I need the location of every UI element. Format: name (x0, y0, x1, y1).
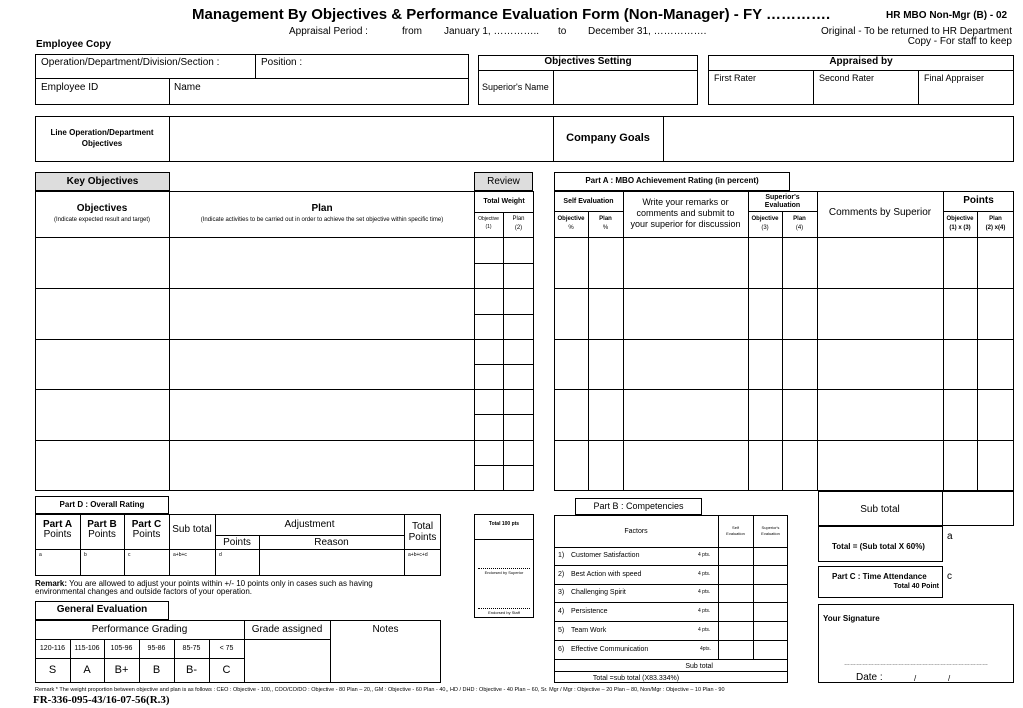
competency-pts: 4 pts. (698, 552, 711, 558)
objectives-note: (Indicate expected result and target) (53, 217, 151, 223)
part-b-col: Part B (87, 519, 117, 530)
plan-head: Plan (311, 203, 333, 214)
cell-c: c (128, 552, 131, 558)
competency-number: 4) (558, 608, 565, 615)
superior-eval-label-2: Evaluation (764, 202, 801, 209)
plan-field-3[interactable] (170, 340, 474, 389)
final-appraiser-label: Final Appraiser (924, 73, 985, 83)
objective-1-num: (1) (485, 224, 492, 230)
first-rater-label: First Rater (714, 73, 757, 83)
sub-total-label: Sub total (860, 504, 900, 515)
superior-eval-col: Superior's (761, 525, 780, 530)
cell-abcd: a+b+c+d (408, 552, 428, 558)
remarks-line-3: your superior for discussion (630, 219, 741, 229)
part-b-total-line: Total =sub total (X83.334%) (592, 675, 680, 682)
competency-name: Team Work (571, 627, 607, 634)
employee-id-label: Employee ID (41, 82, 99, 93)
grade-range: 115-106 (74, 645, 100, 652)
objective-pct-label: Objective (557, 216, 585, 222)
line-operation-label-2: Objectives (81, 139, 123, 148)
total-60-label: Total = (Sub total X 60%) (832, 542, 925, 551)
part-b-col-points: Points (88, 529, 116, 540)
appraisal-period-label: Appraisal Period : (289, 26, 368, 37)
company-goals-label: Company Goals (566, 132, 650, 144)
competency-pts: 4 pts. (698, 589, 711, 595)
cell-b: b (84, 552, 87, 558)
part-c-col: Part C (131, 519, 162, 530)
grade-range: < 75 (219, 645, 234, 652)
cell-abc: a+b+c (173, 552, 187, 558)
objective-field-5[interactable] (36, 441, 169, 490)
position-label: Position : (261, 57, 303, 68)
form-title: Management By Objectives & Performance Evaluation Form (Non-Manager) - FY …………. (192, 6, 831, 23)
line-operation-label: Line Operation/Department (50, 128, 154, 137)
grade-letter: S (48, 664, 57, 676)
plan-note: (Indicate activities to be carried out in order to achieve the set objective within specific time) (200, 217, 444, 223)
objective-field-3[interactable] (36, 340, 169, 389)
your-signature-label: Your Signature (823, 614, 880, 623)
objective-field-1[interactable] (36, 238, 169, 288)
total-weight-label: Total Weight (483, 198, 525, 205)
date-slash: / (948, 674, 951, 683)
form-code: HR MBO Non-Mgr (B) - 02 (886, 10, 1008, 21)
to-label: to (558, 26, 567, 37)
signature-line: ……………………………………………………………… (844, 661, 988, 667)
factors-label: Factors (624, 528, 648, 535)
points-plan-formula: (2) x(4) (985, 225, 1006, 231)
competency-number: 5) (558, 627, 565, 634)
plan-field-4[interactable] (170, 390, 474, 440)
cell-d: d (219, 552, 222, 558)
adjustment-reason-field[interactable] (260, 550, 404, 575)
plan-2-num: (2) (514, 225, 523, 231)
review-label: Review (487, 176, 520, 187)
competency-number: 2) (558, 571, 565, 578)
copy-note: Copy - For staff to keep (907, 36, 1012, 47)
adjustment-col: Adjustment (284, 519, 335, 530)
form-number: FR-336-095-43/16-07-56(R.3) (33, 694, 170, 706)
grade-range: 85-75 (182, 645, 201, 652)
name-label: Name (174, 82, 201, 93)
competency-pts: 4 pts. (698, 608, 711, 614)
to-value[interactable]: December 31, ……………. (588, 26, 707, 37)
competency-pts: 4pts. (700, 646, 711, 652)
points-label: Points (963, 195, 994, 206)
general-evaluation-title: General Evaluation (56, 604, 148, 615)
grade-assigned-label: Grade assigned (251, 624, 323, 635)
reason-col: Reason (314, 537, 349, 548)
grade-range: 105-96 (110, 645, 133, 652)
company-goals-field[interactable] (664, 117, 1013, 161)
part-d-remark-2: environmental changes and outside factors of your operation. (35, 587, 253, 596)
sub-total-col: Sub total (172, 524, 212, 535)
competency-name: Effective Communication (571, 646, 649, 653)
superior-eval-col-2: Evaluation (761, 531, 780, 536)
competency-name: Best Action with speed (571, 571, 642, 578)
from-label: from (402, 26, 422, 37)
adj-points-col: Points (223, 537, 251, 548)
competency-number: 3) (558, 589, 565, 596)
self-eval-label-2: Evaluation (726, 531, 745, 536)
grade-letter: B+ (114, 664, 129, 676)
competency-name: Customer Satisfaction (571, 552, 640, 559)
total-points-col-2: Points (408, 532, 437, 543)
plan-field-5[interactable] (170, 441, 474, 490)
competency-name: Challenging Spirit (571, 589, 626, 596)
part-b-sub-total: Sub total (685, 663, 713, 670)
line-objectives-field[interactable] (170, 117, 552, 161)
points-obj-label: Objective (946, 216, 974, 222)
notes-label: Notes (372, 624, 399, 635)
plan-pct-sign: % (602, 225, 609, 231)
total-100-label: Total 100 pts (488, 521, 520, 527)
objective-3-num: (3) (761, 225, 769, 231)
plan-4-label: Plan (793, 216, 806, 222)
footer-remark: Remark * The weight proportion between objective and plan is as follows : CEO : Objective - 100,, COO/CO/DO : Objective - 80 Plan – 20,, GM : Objective - 60 Plan - 40,, HD / DHD : Objective - 40 Plan – 60, Sr. Mgr / Mgr : Objective – 20 Plan – 80, Non/Mgr : Objective – 10 Plan - 90 (35, 687, 725, 693)
name-field[interactable] (210, 79, 468, 104)
grade-letter: A (83, 664, 91, 676)
notes-field[interactable] (331, 640, 440, 682)
plan-2-label: Plan (512, 216, 525, 222)
objectives-setting-title: Objectives Setting (544, 56, 632, 67)
objective-pct-sign: % (568, 225, 574, 231)
from-value[interactable]: January 1, ………….. (444, 26, 540, 37)
grade-assigned-field[interactable] (245, 640, 330, 682)
part-a-col: Part A (42, 519, 73, 530)
objective-3-label: Objective (751, 216, 779, 222)
copy-type: Employee Copy (36, 39, 112, 50)
endorsed-staff-label: Endorsed by Staff (488, 610, 520, 615)
part-c-marker: c (947, 571, 952, 582)
objective-field-4[interactable] (36, 390, 169, 440)
superior-eval-label: Superior's (765, 194, 800, 201)
part-c-box (818, 566, 943, 598)
endorsed-superior-label: Endorsed by Superior (484, 570, 524, 575)
grade-range: 95-86 (147, 645, 166, 652)
competency-number: 1) (558, 552, 565, 559)
self-eval-label: Self (732, 525, 739, 530)
grade-letter: C (222, 664, 231, 676)
self-evaluation-label: Self Evaluation (563, 198, 614, 205)
superior-name-label: Superior's Name (482, 82, 549, 92)
endorsement-box (474, 514, 534, 618)
objectives-head: Objectives (76, 203, 128, 214)
part-d-remark: Remark: You are allowed to adjust your points within +/- 10 points only in cases such as having (35, 579, 373, 588)
objective-1-label: Objective (478, 216, 499, 222)
total-points-col: Total (411, 521, 434, 532)
second-rater-label: Second Rater (819, 73, 875, 83)
part-a-col-points: Points (43, 529, 72, 540)
grade-letter: B (152, 664, 161, 676)
plan-field-2[interactable] (170, 289, 474, 339)
date-label: Date : (856, 672, 883, 683)
points-obj-formula: (1) x (3) (949, 225, 971, 231)
plan-field-1[interactable] (170, 238, 474, 288)
operation-label: Operation/Department/Division/Section : (41, 57, 220, 68)
plan-4-num: (4) (795, 225, 804, 231)
date-slash: / (914, 674, 917, 683)
part-d-title: Part D : Overall Rating (59, 500, 145, 509)
part-c-label: Part C : Time Attendance (832, 572, 927, 581)
grade-range: 120-116 (39, 645, 66, 652)
part-a-title: Part A : MBO Achievement Rating (in percent) (585, 176, 759, 185)
cell-a: a (39, 552, 42, 558)
remarks-line-1: Write your remarks or (642, 197, 729, 207)
grade-letter: B- (186, 664, 197, 676)
key-objectives-title: Key Objectives (66, 176, 139, 187)
total-a-marker: a (947, 531, 953, 542)
superior-name-field[interactable] (554, 71, 697, 104)
performance-grading-label: Performance Grading (91, 624, 188, 635)
original-note: Original - To be returned to HR Department (820, 26, 1012, 37)
competency-pts: 4 pts. (698, 571, 711, 577)
competency-name: Persistence (571, 608, 608, 615)
competency-pts: 4 pts. (698, 627, 711, 633)
part-c-col-points: Points (132, 529, 161, 540)
competency-number: 6) (558, 646, 565, 653)
objective-field-2[interactable] (36, 289, 169, 339)
comments-by-superior-label: Comments by Superior (828, 207, 932, 218)
remarks-line-2: comments and submit to (636, 208, 735, 218)
points-plan-label: Plan (989, 216, 1002, 222)
self-eval-column-field[interactable] (719, 548, 753, 658)
plan-pct-label: Plan (599, 216, 612, 222)
appraised-by-title: Appraised by (829, 56, 893, 67)
superior-eval-column-field[interactable] (754, 548, 787, 658)
part-b-title: Part B : Competencies (593, 501, 684, 511)
part-c-sub: Total 40 Point (893, 583, 939, 590)
